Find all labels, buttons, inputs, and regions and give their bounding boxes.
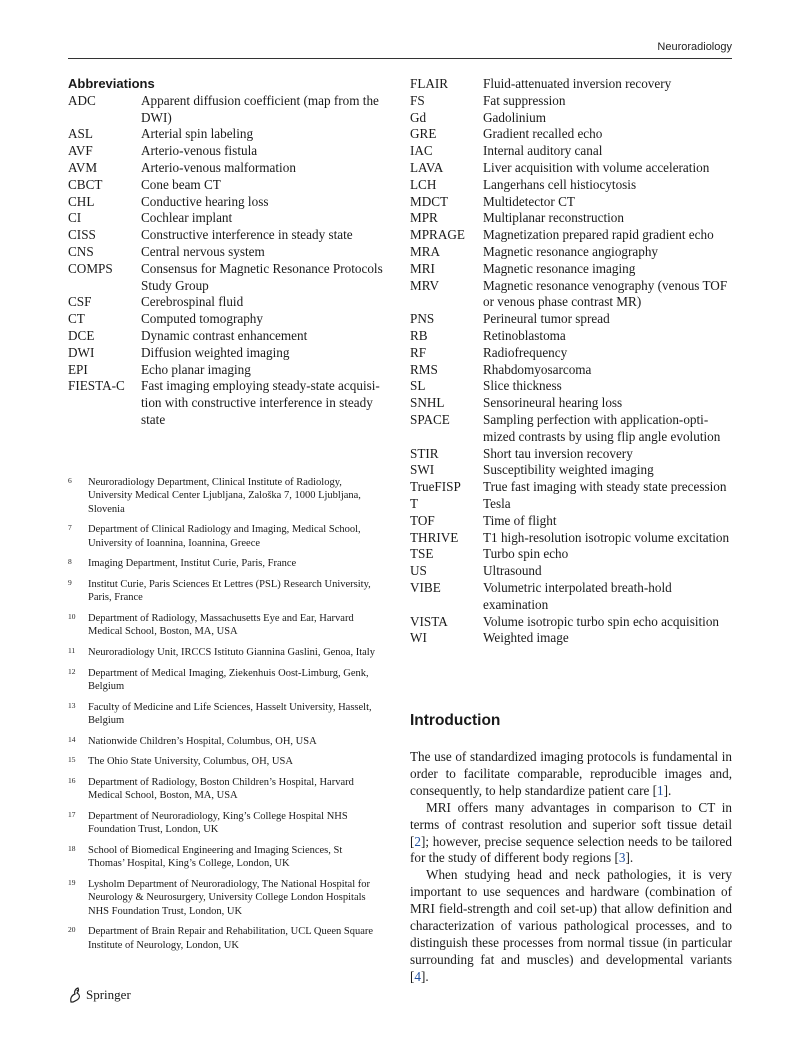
affiliation-item xyxy=(68,878,378,918)
abbreviation-definition: Langerhans cell histiocytosis xyxy=(483,176,637,192)
abbreviation-definition: True fast imaging with steady state precession xyxy=(483,479,727,495)
abbreviation-row xyxy=(410,227,732,244)
affiliation-text: Department of Radiology, Boston Children’s Hospital, Harvard Medical School, Boston, MA, USA xyxy=(88,776,354,802)
abbreviation-row xyxy=(68,345,388,362)
abbreviation-term: MPRAGE xyxy=(410,227,465,243)
affiliation-number: 16 xyxy=(68,775,76,785)
abbreviation-term: IAC xyxy=(410,143,433,159)
abbreviation-row xyxy=(410,194,732,211)
abbreviation-definition: Diffusion weighted imaging xyxy=(141,344,290,360)
abbreviation-definition: Ultrasound xyxy=(483,563,542,579)
abbreviation-term: RMS xyxy=(410,361,438,377)
abbreviation-definition: Multidetector CT xyxy=(483,193,575,209)
abbreviation-definition: Fat suppression xyxy=(483,92,566,108)
abbreviation-definition: Dynamic contrast enhancement xyxy=(141,327,308,343)
abbreviation-definition: Cone beam CT xyxy=(141,176,221,192)
abbreviation-row xyxy=(68,328,388,345)
abbreviation-row xyxy=(410,160,732,177)
abbreviation-row xyxy=(410,412,732,446)
abbreviation-row xyxy=(410,546,732,563)
abbreviation-term: MRV xyxy=(410,277,439,293)
abbreviation-term: FS xyxy=(410,92,425,108)
introduction-heading: Introduction xyxy=(410,712,501,729)
abbreviation-definition: Arterial spin labeling xyxy=(141,126,254,142)
affiliation-item xyxy=(68,755,378,768)
abbreviation-definition: Internal auditory canal xyxy=(483,143,603,159)
reference-link[interactable]: 1 xyxy=(657,782,664,798)
abbreviations-title: Abbreviations xyxy=(68,76,155,91)
abbreviation-term: CNS xyxy=(68,243,94,259)
abbreviation-definition: Gadolinium xyxy=(483,109,547,125)
abbreviation-definition: Arterio-venous malformation xyxy=(141,159,296,175)
abbreviation-definition: Turbo spin echo xyxy=(483,546,569,562)
abbreviation-row xyxy=(68,261,388,295)
affiliation-item xyxy=(68,810,378,837)
abbreviation-definition: Constructive interference in steady state xyxy=(141,227,353,243)
abbreviation-term: CT xyxy=(68,311,85,327)
abbreviation-definition: Central nervous system xyxy=(141,243,265,259)
abbreviation-term: Gd xyxy=(410,109,427,125)
affiliation-text: Department of Radiology, Massachusetts Eye and Ear, Harvard Medical School, Boston, MA, USA xyxy=(88,613,354,638)
abbreviation-definition: Consensus for Magnetic Resonance Protocols Study Group xyxy=(141,260,383,293)
abbreviation-term: MRI xyxy=(410,260,435,276)
affiliation-item xyxy=(68,557,378,570)
abbreviation-row xyxy=(410,143,732,160)
affiliation-item xyxy=(68,925,378,952)
abbreviation-definition: Retinoblastoma xyxy=(483,327,566,343)
abbreviation-term: EPI xyxy=(68,361,88,377)
abbreviation-definition: Cerebrospinal fluid xyxy=(141,294,244,310)
affiliation-item xyxy=(68,776,378,803)
affiliation-number: 18 xyxy=(68,843,76,853)
introduction-section xyxy=(410,711,732,986)
abbreviation-row xyxy=(68,362,388,379)
affiliation-number: 17 xyxy=(68,809,76,819)
abbreviation-definition: Sampling perfection with application-opti-mized contrasts by using flip angle evolution xyxy=(483,411,721,444)
abbreviation-row xyxy=(410,362,732,379)
abbreviation-term: ADC xyxy=(68,92,96,108)
abbreviation-term: STIR xyxy=(410,445,439,461)
abbreviation-term: SWI xyxy=(410,462,435,478)
affiliation-text: Department of Neuroradiology, King’s College Hospital NHS Foundation Trust, London, UK xyxy=(88,810,348,836)
abbreviation-row xyxy=(68,126,388,143)
affiliation-number: 19 xyxy=(68,877,76,887)
abbreviation-definition: Conductive hearing loss xyxy=(141,193,269,209)
abbreviation-term: CHL xyxy=(68,193,95,209)
abbreviation-row xyxy=(68,378,388,428)
affiliation-item xyxy=(68,667,378,694)
affiliation-text: Neuroradiology Unit, IRCCS Istituto Giannina Gaslini, Genoa, Italy xyxy=(88,647,375,658)
abbreviation-row xyxy=(68,194,388,211)
introduction-paragraph-1: The use of standardized imaging protocols is fundamental in order to facilitate comparable, reproducible images and, consequently, to help standardize patient care [1]. xyxy=(410,749,732,798)
affiliation-text: Faculty of Medicine and Life Sciences, Hasselt University, Hasselt, Belgium xyxy=(88,701,372,726)
affiliation-text: Nationwide Children’s Hospital, Columbus, OH, USA xyxy=(88,735,317,747)
abbreviation-term: SL xyxy=(410,378,426,394)
affiliation-text: Neuroradiology Department, Clinical Institute of Radiology, University Medical Center Ljubljana, Zaloška 7, 1000 Ljubljana, Slovenia xyxy=(88,477,361,515)
abbreviation-definition: Volumetric interpolated breath-hold examination xyxy=(483,579,672,612)
abbreviation-row xyxy=(410,614,732,631)
abbreviation-term: AVF xyxy=(68,143,93,159)
abbreviation-row xyxy=(410,630,732,647)
introduction-paragraph-3: When studying head and neck pathologies, it is very important to use sequences and hardware (combination of MRI field-strength and coil set-up) that allow definition and characterization of various pathological processes, and to distinguish these processes from normal tissue (in particular surrounding fat and muscles) and developmental variants [4]. xyxy=(410,867,732,984)
abbreviation-definition: Echo planar imaging xyxy=(141,361,251,377)
abbreviation-term: WI xyxy=(410,630,427,646)
affiliation-text: Department of Medical Imaging, Ziekenhuis Oost-Limburg, Genk, Belgium xyxy=(88,667,369,692)
abbreviation-term: THRIVE xyxy=(410,529,459,545)
introduction-paragraph-2: MRI offers many advantages in comparison to CT in terms of contrast resolution and superior soft tissue detail [2]; however, precise sequence selection needs to be tailored for the study of different body regions [3]. xyxy=(410,799,732,866)
abbreviation-term: MRA xyxy=(410,243,441,259)
affiliation-number: 11 xyxy=(68,646,76,655)
abbreviation-term: CSF xyxy=(68,294,92,310)
abbreviation-definition: Radiofrequency xyxy=(483,344,568,360)
abbreviation-definition: Apparent diffusion coefficient (map from the DWI) xyxy=(141,92,379,125)
abbreviation-definition: Gradient recalled echo xyxy=(483,126,603,142)
abbreviation-row xyxy=(68,294,388,311)
abbreviation-definition: Magnetization prepared rapid gradient echo xyxy=(483,227,714,243)
abbreviations-right-column xyxy=(410,76,732,647)
affiliation-text: Imaging Department, Institut Curie, Paris, France xyxy=(88,558,297,570)
publisher-logo xyxy=(68,987,131,1003)
affiliation-item xyxy=(68,523,378,550)
abbreviation-term: ASL xyxy=(68,126,93,142)
abbreviation-term: MDCT xyxy=(410,193,449,209)
abbreviation-term: CISS xyxy=(68,227,96,243)
abbreviation-definition: Multiplanar reconstruction xyxy=(483,210,624,226)
affiliation-number: 7 xyxy=(68,523,72,533)
abbreviation-definition: Sensorineural hearing loss xyxy=(483,395,623,411)
header-rule xyxy=(68,58,732,59)
abbreviation-row xyxy=(410,530,732,547)
abbreviation-definition: Time of flight xyxy=(483,512,557,528)
affiliation-item xyxy=(68,578,378,605)
affiliation-text: School of Biomedical Engineering and Imaging Sciences, St Thomas’ Hospital, King’s College, London, UK xyxy=(88,844,343,870)
abbreviation-term: LCH xyxy=(410,176,437,192)
abbreviation-row xyxy=(68,311,388,328)
affiliation-item xyxy=(68,701,378,728)
abbreviations-list-right xyxy=(410,76,732,647)
abbreviation-term: CI xyxy=(68,210,82,226)
abbreviation-term: AVM xyxy=(68,159,98,175)
abbreviation-term: RF xyxy=(410,344,427,360)
affiliation-number: 9 xyxy=(68,578,72,587)
abbreviation-row xyxy=(410,395,732,412)
affiliation-number: 6 xyxy=(68,476,72,485)
abbreviation-row xyxy=(410,93,732,110)
affiliation-item xyxy=(68,646,378,659)
abbreviation-definition: Volume isotropic turbo spin echo acquisition xyxy=(483,613,720,629)
affiliations-list xyxy=(68,476,378,959)
affiliation-item xyxy=(68,735,378,748)
abbreviation-term: DCE xyxy=(68,327,95,343)
abbreviation-row xyxy=(68,160,388,177)
affiliation-number: 14 xyxy=(68,734,76,744)
abbreviation-row xyxy=(410,563,732,580)
abbreviations-left-column xyxy=(68,76,388,429)
abbreviation-row xyxy=(68,244,388,261)
abbreviation-row xyxy=(410,110,732,127)
abbreviation-term: TOF xyxy=(410,512,435,528)
abbreviation-term: T xyxy=(410,495,419,511)
abbreviation-definition: Rhabdomyosarcoma xyxy=(483,361,592,377)
affiliation-item xyxy=(68,612,378,639)
abbreviation-term: DWI xyxy=(68,344,95,360)
abbreviation-definition: Fast imaging employing steady-state acquisi-tion with constructive interference in steady state xyxy=(141,378,380,427)
affiliation-item xyxy=(68,844,378,871)
abbreviation-row xyxy=(410,378,732,395)
abbreviation-row xyxy=(410,177,732,194)
abbreviation-term: MPR xyxy=(410,210,438,226)
abbreviation-row xyxy=(410,345,732,362)
abbreviation-row xyxy=(68,143,388,160)
abbreviation-row xyxy=(68,210,388,227)
abbreviation-term: PNS xyxy=(410,311,435,327)
springer-horse-icon xyxy=(68,987,82,1003)
abbreviation-row xyxy=(410,210,732,227)
abbreviation-definition: Magnetic resonance angiography xyxy=(483,243,659,259)
abbreviation-term: LAVA xyxy=(410,159,444,175)
abbreviation-row xyxy=(410,328,732,345)
journal-name: Neuroradiology xyxy=(657,41,732,53)
abbreviation-definition: Liver acquisition with volume acceleration xyxy=(483,159,710,175)
affiliation-text: Institut Curie, Paris Sciences Et Lettres (PSL) Research University, Paris, France xyxy=(88,579,371,604)
affiliation-text: Lysholm Department of Neuroradiology, The National Hospital for Neurology & Neurosurgery, University College London Hospitals NHS Foundation Trust, London, UK xyxy=(88,878,370,917)
abbreviation-row xyxy=(410,261,732,278)
abbreviation-term: GRE xyxy=(410,126,437,142)
abbreviation-definition: Perineural tumor spread xyxy=(483,311,610,327)
reference-link[interactable]: 2 xyxy=(414,833,421,849)
abbreviation-row xyxy=(410,513,732,530)
abbreviations-list-left xyxy=(68,93,388,429)
abbreviation-row xyxy=(68,227,388,244)
affiliation-number: 8 xyxy=(68,557,72,567)
abbreviation-row xyxy=(410,462,732,479)
abbreviation-term: FLAIR xyxy=(410,76,449,91)
abbreviation-term: VIBE xyxy=(410,579,441,595)
affiliation-text: The Ohio State University, Columbus, OH, USA xyxy=(88,756,293,768)
affiliation-item xyxy=(68,476,378,516)
abbreviation-definition: Fluid-attenuated inversion recovery xyxy=(483,76,672,91)
abbreviation-term: US xyxy=(410,563,427,579)
abbreviation-term: VISTA xyxy=(410,613,448,629)
abbreviation-definition: Computed tomography xyxy=(141,311,263,327)
reference-link[interactable]: 3 xyxy=(618,850,626,866)
abbreviation-term: SPACE xyxy=(410,411,450,427)
abbreviation-term: TSE xyxy=(410,546,434,562)
abbreviation-term: COMPS xyxy=(68,260,113,276)
abbreviation-row xyxy=(410,496,732,513)
abbreviation-definition: Magnetic resonance venography (venous TOF or venous phase contrast MR) xyxy=(483,277,728,310)
abbreviation-definition: Slice thickness xyxy=(483,378,562,394)
abbreviation-definition: Arterio-venous fistula xyxy=(141,143,258,159)
affiliation-number: 12 xyxy=(68,666,76,676)
affiliation-text: Department of Brain Repair and Rehabilitation, UCL Queen Square Institute of Neurology, London, UK xyxy=(88,926,374,951)
publisher-name: Springer xyxy=(86,987,131,1002)
affiliation-number: 15 xyxy=(68,755,76,765)
abbreviation-row xyxy=(410,244,732,261)
abbreviation-row xyxy=(410,311,732,328)
abbreviation-definition: Weighted image xyxy=(483,630,569,646)
affiliation-number: 20 xyxy=(68,925,76,935)
abbreviation-row xyxy=(410,479,732,496)
abbreviation-term: TrueFISP xyxy=(410,479,461,495)
abbreviation-row xyxy=(410,580,732,614)
abbreviation-term: SNHL xyxy=(410,395,445,411)
abbreviation-definition: Cochlear implant xyxy=(141,210,233,226)
abbreviation-row xyxy=(410,126,732,143)
affiliation-number: 10 xyxy=(68,612,76,621)
abbreviation-term: FIESTA-C xyxy=(68,378,125,394)
reference-link[interactable]: 4 xyxy=(414,968,421,984)
abbreviation-definition: Short tau inversion recovery xyxy=(483,445,633,461)
affiliation-number: 13 xyxy=(68,700,76,710)
abbreviation-definition: T1 high-resolution isotropic volume excitation xyxy=(483,529,730,545)
abbreviation-term: CBCT xyxy=(68,176,103,192)
abbreviation-definition: Magnetic resonance imaging xyxy=(483,260,636,276)
abbreviation-definition: Tesla xyxy=(483,495,511,511)
abbreviation-row xyxy=(410,76,732,93)
abbreviation-definition: Susceptibility weighted imaging xyxy=(483,462,654,478)
abbreviation-row xyxy=(410,446,732,463)
abbreviation-row xyxy=(68,177,388,194)
abbreviation-row xyxy=(410,278,732,312)
abbreviation-row xyxy=(68,93,388,127)
affiliation-text: Department of Clinical Radiology and Imaging, Medical School, University of Ioannina, Ioannina, Greece xyxy=(88,524,361,549)
abbreviation-term: RB xyxy=(410,327,428,343)
